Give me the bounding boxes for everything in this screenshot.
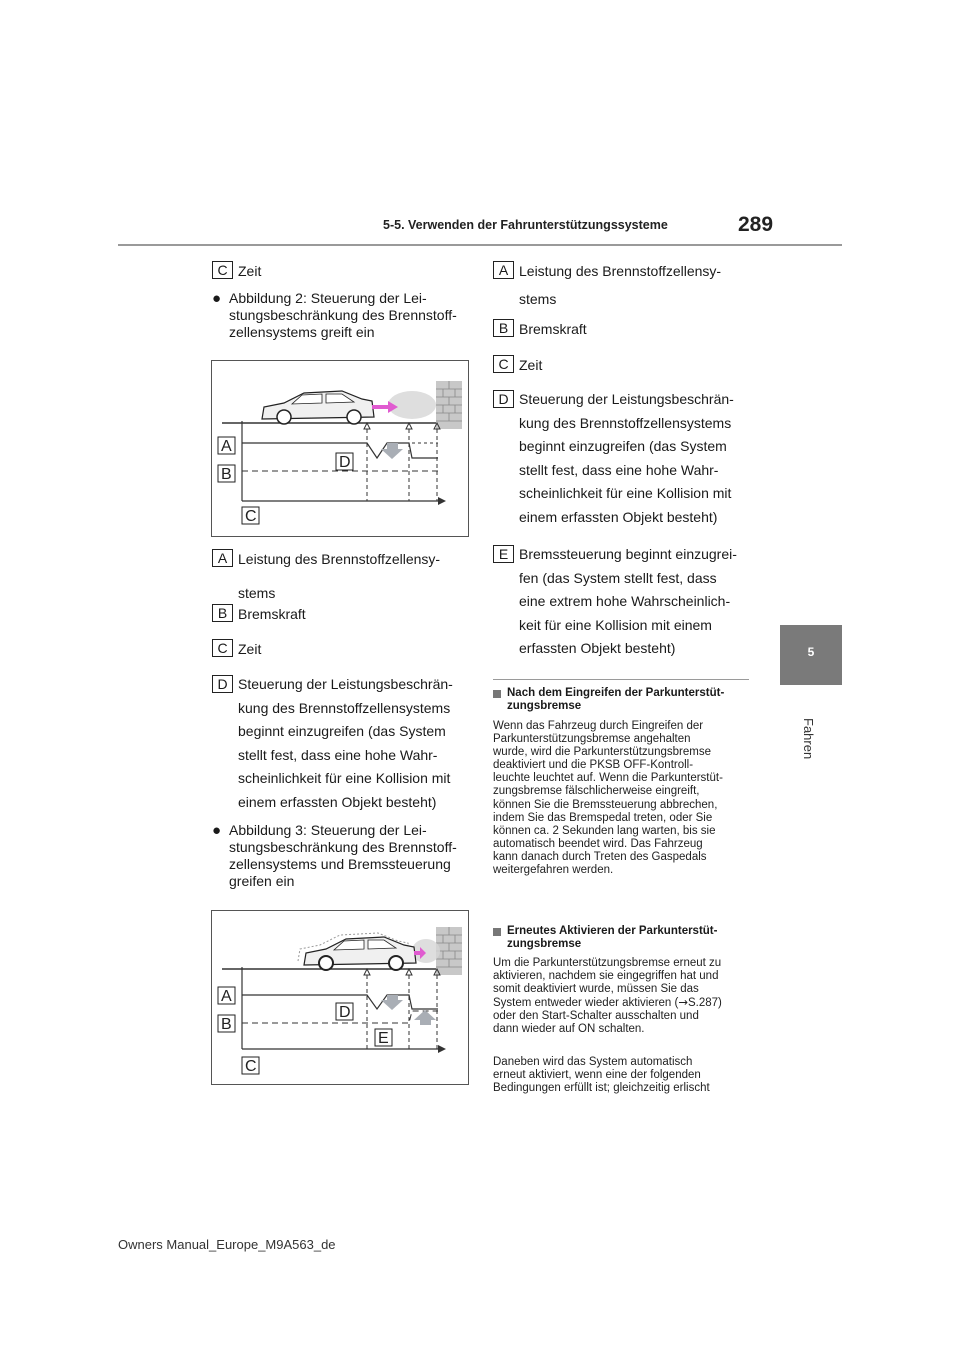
- legend2-item-b: [212, 602, 306, 626]
- legend-text: Bremssteuerung beginnt einzugrei- fen (das System stellt fest, dass eine extrem hohe Wahrscheinlich- keit für eine Kollision mit einem erfassten Objekt besteht): [519, 546, 737, 656]
- paragraph-text: Um die Parkunterstützungsbremse erneut zu aktivieren, nachdem sie eingegriffen hat und somit deaktiviert wurde, müssen Sie das System entweder wieder aktivieren (: [493, 957, 722, 1010]
- legend3-item-c: [493, 353, 542, 377]
- footer-text: Owners Manual_Europe_M9A563_de: [118, 1237, 336, 1252]
- legend-key: E: [493, 545, 514, 563]
- page-reference-link[interactable]: S.287): [688, 997, 722, 1010]
- legend-key: B: [493, 319, 514, 337]
- legend2-item-a: [212, 547, 440, 610]
- bullet-figure-3: [212, 822, 472, 890]
- legend-text: Bremskraft: [238, 606, 306, 622]
- legend3-item-d: [493, 388, 734, 529]
- fig3-label-d: D: [339, 1004, 351, 1021]
- section-heading-reactivate: [493, 925, 753, 951]
- legend-item-c-top: [212, 259, 261, 283]
- heading-text: Erneutes Aktivieren der Parkunterstüt- zungsbremse: [507, 925, 718, 950]
- legend-key: C: [212, 639, 233, 657]
- legend2-item-d: [212, 673, 453, 814]
- legend-text: Leistung des Brennstoffzellensy- stems: [519, 263, 722, 307]
- page-number: 289: [738, 213, 774, 236]
- power-down-arrow-icon: [381, 443, 403, 459]
- bullet-dot: ●: [212, 290, 222, 307]
- chapter-label: Fahren: [801, 718, 816, 760]
- legend-key: B: [212, 604, 233, 622]
- legend-key: D: [493, 390, 514, 408]
- chapter-number: 5: [807, 645, 815, 659]
- legend-text: Bremskraft: [519, 321, 587, 337]
- fig2-label-b: B: [221, 466, 232, 483]
- legend3-item-e: [493, 543, 737, 661]
- legend-text: Zeit: [238, 263, 262, 279]
- fig3-label-e: E: [378, 1030, 389, 1047]
- legend-key: C: [212, 261, 233, 279]
- legend-key: C: [493, 355, 514, 373]
- brake-up-arrow-icon: [414, 1010, 436, 1025]
- fig2-label-d: D: [339, 454, 351, 471]
- car-icon: [262, 391, 374, 424]
- legend-text: Zeit: [238, 641, 262, 657]
- power-down-arrow-icon: [381, 995, 403, 1010]
- fig3-label-a: A: [221, 988, 232, 1005]
- bullet-text: Abbildung 3: Steuerung der Lei- stungsbeschränkung des Brennstoff- zellensystems und Bremssteuerung greifen ein: [229, 822, 457, 889]
- paragraph-reactivate: [493, 957, 755, 1037]
- bullet-dot: ●: [212, 822, 222, 839]
- legend-text: Leistung des Brennstoffzellensy- stems: [238, 551, 441, 601]
- fig3-label-c: C: [245, 1058, 257, 1075]
- fig3-label-b: B: [221, 1016, 232, 1033]
- legend3-item-a: [493, 259, 721, 313]
- figure-3: [211, 910, 469, 1085]
- legend-text: Steuerung der Leistungsbeschrän- kung des Brennstoffzellensystems beginnt einzugreifen (das System stellt fest, dass eine hohe Wahr- scheinlichkeit für eine Kollision mit einem erfassten Objekt besteht): [519, 391, 734, 525]
- bullet-figure-2: [212, 290, 472, 341]
- marker-triangles: [364, 969, 440, 975]
- paragraph-auto-reactivate: Daneben wird das System automatisch erneut aktiviert, wenn eine der folgenden Bedingungen erfüllt ist; gleichzeitig erlischt: [493, 1056, 710, 1095]
- section-divider: [493, 679, 749, 680]
- figure-2: [211, 360, 469, 537]
- legend-text: Zeit: [519, 357, 543, 373]
- header-divider: [118, 244, 842, 246]
- legend-key: A: [212, 549, 233, 567]
- legend-text: Steuerung der Leistungsbeschrän- kung des Brennstoffzellensystems beginnt einzugreifen (das System stellt fest, dass eine hohe Wahr- scheinlichkeit für eine Kollision mit einem erfassten Objekt besteht): [238, 676, 453, 810]
- bullet-text: Abbildung 2: Steuerung der Lei- stungsbeschränkung des Brennstoff- zellensystems greift ein: [229, 290, 457, 340]
- heading-text: Nach dem Eingreifen der Parkunterstüt- zungsbremse: [507, 687, 725, 712]
- legend-key: A: [493, 261, 514, 279]
- marker-triangles: [364, 423, 440, 429]
- brick-wall: [436, 381, 462, 429]
- heading-square-icon: [493, 928, 501, 936]
- figure-3-diagram: [212, 911, 468, 1084]
- legend3-item-b: [493, 317, 587, 341]
- figure-2-diagram: [212, 361, 468, 536]
- xref-arrow-icon: →: [678, 995, 688, 1010]
- car-braking-icon: [298, 933, 416, 970]
- legend2-item-c: [212, 637, 261, 661]
- fig2-label-a: A: [221, 438, 232, 455]
- paragraph-text: oder den Start-Schalter ausschalten und dann wieder auf ON schalten.: [493, 1010, 699, 1036]
- legend-key: D: [212, 675, 233, 693]
- fig2-label-c: C: [245, 508, 257, 525]
- section-title: 5-5. Verwenden der Fahrunterstützungssysteme: [383, 218, 668, 232]
- paragraph-after-braking: Wenn das Fahrzeug durch Eingreifen der Parkunterstützungsbremse angehalten wurde, wird die Parkunterstützungsbremse deaktiviert und die PKSB OFF-Kontroll- leuchte leuchtet auf. Wenn die Parkunterstüt- zungsbremse fälschlicherweise eingreift, können Sie die Bremssteuerung abbrechen, indem Sie das Bremspedal treten, oder Sie können ca. 2 Sekunden lang warten, bis sie automatisch beendet wird. Das Fahrzeug kann danach durch Treten des Gaspedals weitergefahren werden.: [493, 720, 723, 877]
- heading-square-icon: [493, 690, 501, 698]
- section-heading-after-braking: [493, 687, 753, 713]
